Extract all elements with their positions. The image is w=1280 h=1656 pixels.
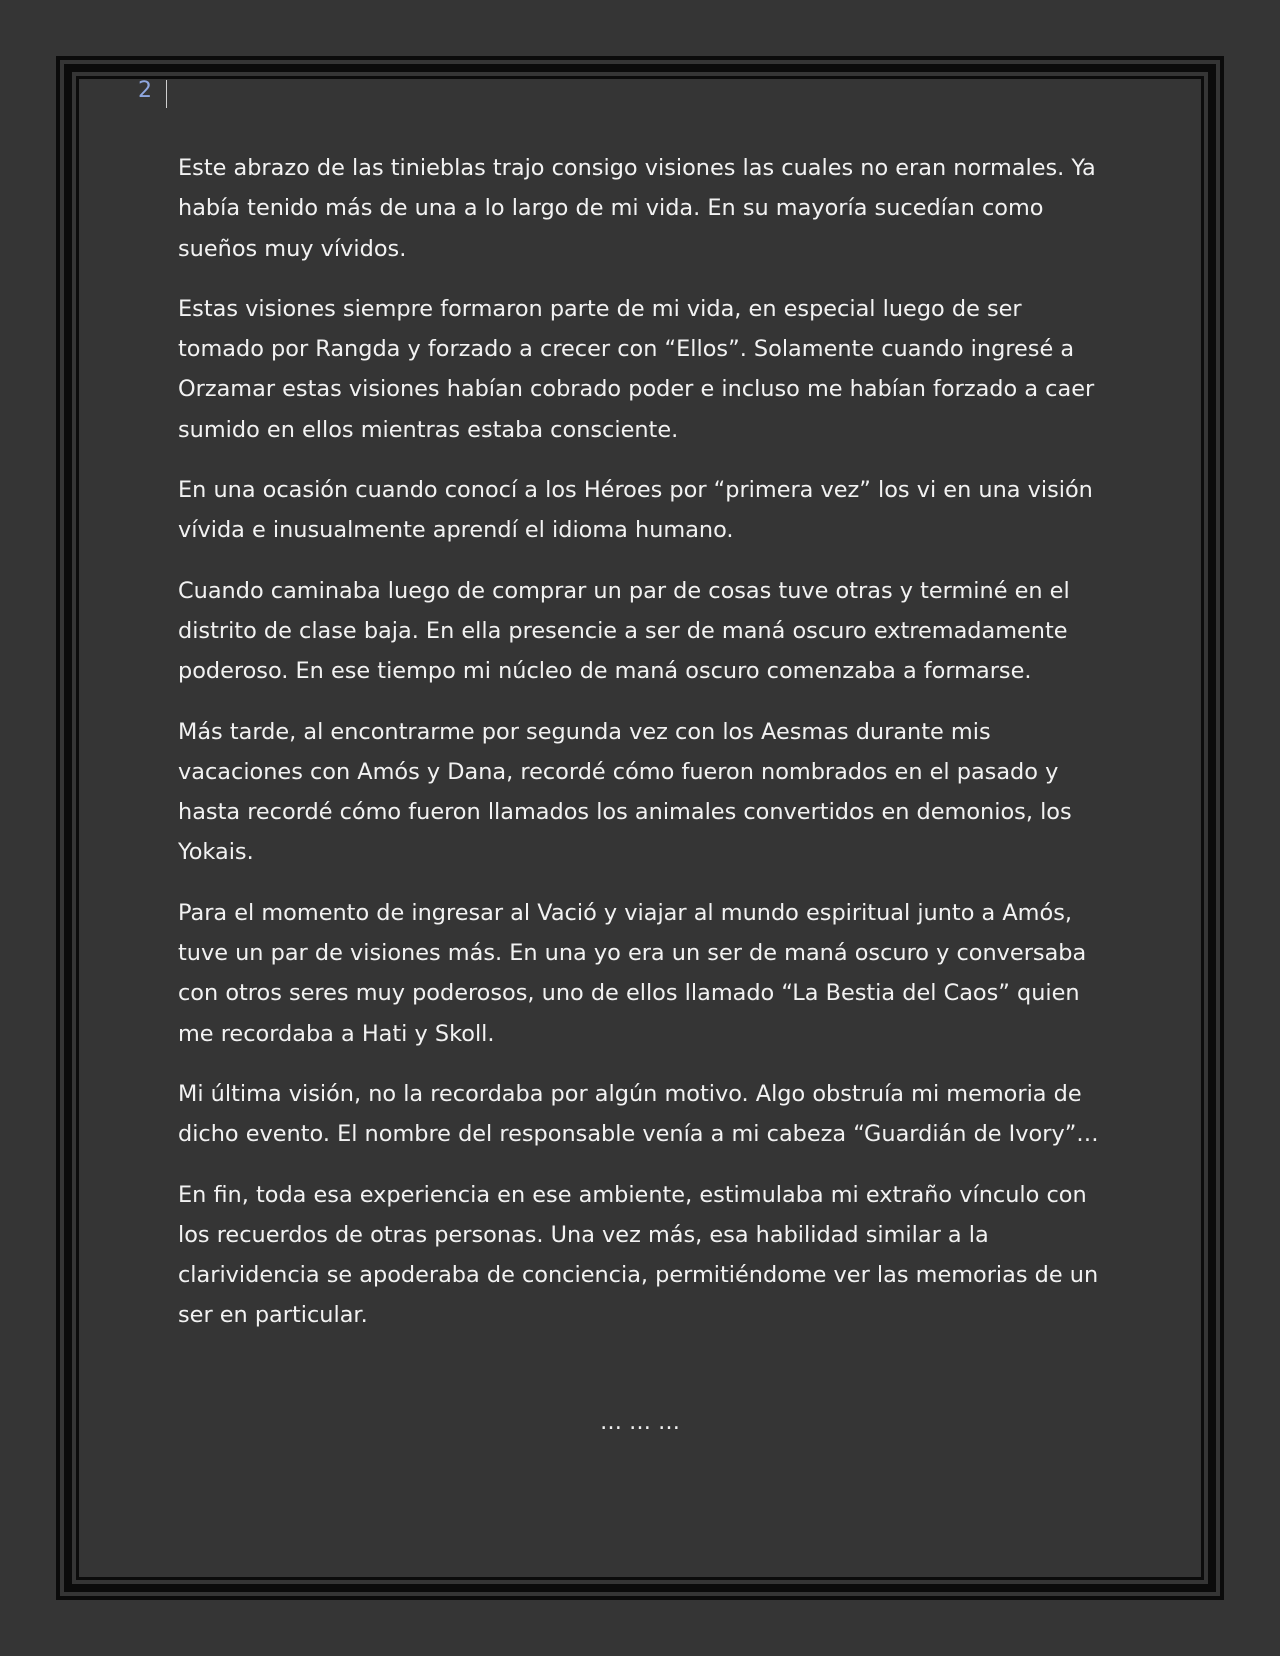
page-number-divider: [166, 80, 167, 108]
paragraph-6: Para el momento de ingresar al Vació y viajar al mundo espiritual junto a Amós, tuve un par de visiones más. En una yo era un ser de maná oscuro y conversaba con otros seres muy poderosos, uno de ellos llamado “La Bestia del Caos” quien me recordaba a Hati y Skoll.: [178, 899, 1087, 1047]
paragraph-3: En una ocasión cuando conocí a los Héroes por “primera vez” los vi en una visión vívida e inusualmente aprendí el idioma humano.: [178, 477, 1093, 544]
paragraph-1: Este abrazo de las tinieblas trajo consigo visiones las cuales no eran normales. Ya había tenido más de una a lo largo de mi vida. En su mayoría sucedían como sueños muy vívidos.: [178, 155, 1096, 262]
page-number: 2: [138, 78, 152, 103]
page-body: [178, 148, 1108, 1356]
paragraph-2: Estas visiones siempre formaron parte de mi vida, en especial luego de ser tomado por Rangda y forzado a crecer con “Ellos”. Solamente cuando ingresé a Orzamar estas visiones habían cobrado poder e incluso me habían forzado a caer sumido en ellos mientras estaba consciente.: [178, 295, 1095, 443]
paragraph-4: Cuando caminaba luego de comprar un par de cosas tuve otras y terminé en el distrito de clase baja. En ella presencie a ser de maná oscuro extremadamente poderoso. En ese tiempo mi núcleo de maná oscuro comenzaba a formarse.: [178, 577, 1070, 685]
paragraph-5: Más tarde, al encontrarme por segunda vez con los Aesmas durante mis vacaciones con Amós y Dana, recordé cómo fueron nombrados en el pasado y hasta recordé cómo fueron llamados los animales convertidos en demonios, los Yokais.: [178, 718, 1072, 866]
paragraph-7: Mi última visión, no la recordaba por algún motivo. Algo obstruía mi memoria de dicho evento. El nombre del responsable venía a mi cabeza “Guardián de Ivory”…: [178, 1080, 1099, 1148]
paragraph-8: En fin, toda esa experiencia en ese ambiente, estimulaba mi extraño vínculo con los recuerdos de otras personas. Una vez más, esa habilidad similar a la clarividencia se apoderaba de conciencia, permitiéndome ver las memorias de un ser en particular.: [178, 1181, 1099, 1329]
section-separator: … … …: [600, 1410, 680, 1435]
